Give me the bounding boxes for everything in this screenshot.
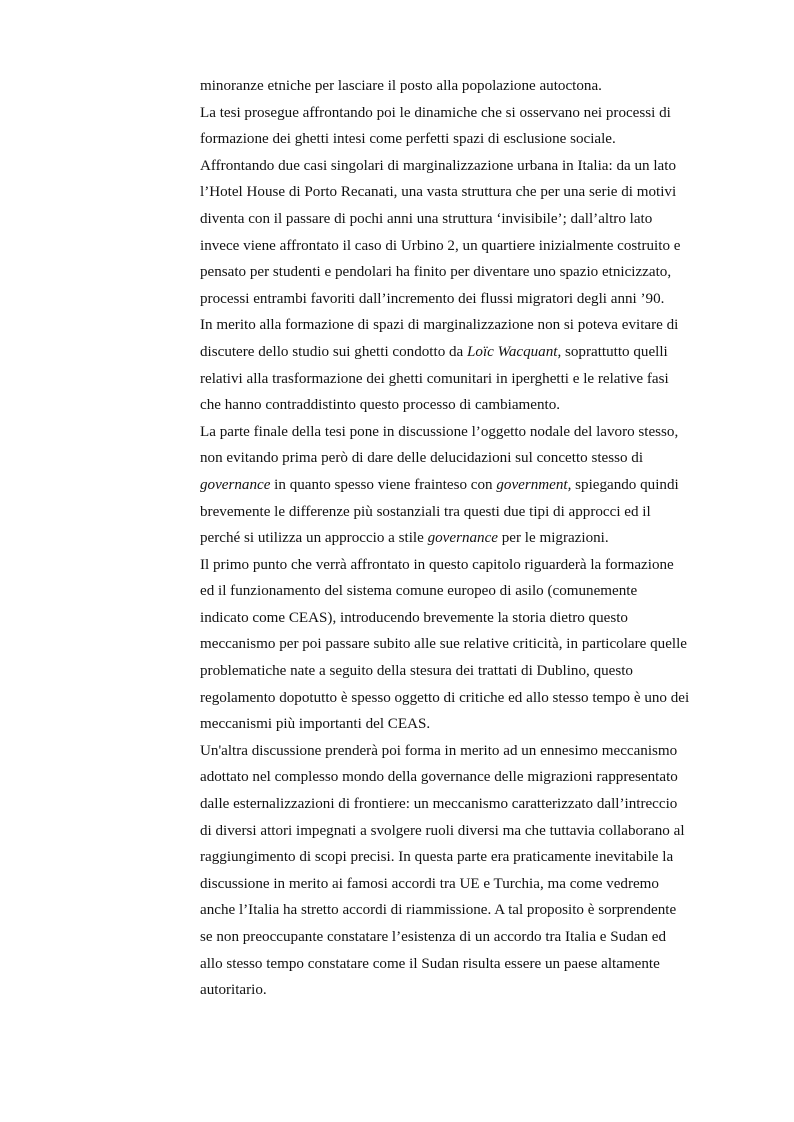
text-run: dalle esternalizzazioni di frontiere: un meccanismo caratterizzato dall’intreccio (200, 796, 678, 813)
text-line (200, 764, 730, 791)
text-line (200, 552, 730, 579)
text-line (200, 366, 730, 393)
text-line (200, 711, 730, 738)
text-line (200, 73, 730, 100)
text-run: allo stesso tempo constatare come il Sudan risulta essere un paese altamente (200, 955, 660, 972)
text-run: La parte finale della tesi pone in discussione l’oggetto nodale del lavoro stesso, (200, 423, 679, 440)
text-run: brevemente le differenze più sostanziali tra questi due tipi di approcci ed il (200, 503, 651, 520)
text-line (200, 525, 730, 552)
text-run: invece viene affrontato il caso di Urbino 2, un quartiere inizialmente costruito e (200, 237, 681, 254)
text-run: Il primo punto che verrà affrontato in questo capitolo riguarderà la formazione (200, 556, 674, 573)
text-line (200, 897, 730, 924)
text-run: diventa con il passare di pochi anni una struttura ‘invisibile’; dall’altro lato (200, 210, 653, 227)
text-line (200, 392, 730, 419)
text-run: anche l’Italia ha stretto accordi di riammissione. A tal proposito è sorprendente (200, 902, 677, 919)
text-run: se non preoccupante constatare l’esistenza di un accordo tra Italia e Sudan ed (200, 929, 667, 945)
text-run: adottato nel complesso mondo della governance delle migrazioni rappresentato (200, 769, 678, 786)
text-line (200, 100, 730, 127)
text-line (200, 951, 730, 978)
text-line (200, 658, 730, 685)
text-line (200, 818, 730, 845)
text-line (200, 445, 730, 472)
text-run: La tesi prosegue affrontando poi le dinamiche che si osservano nei processi di (200, 104, 671, 121)
text-line (200, 605, 730, 632)
text-line (200, 312, 730, 339)
text-run: meccanismo per poi passare subito alle sue relative criticità, in particolare quelle (200, 636, 687, 653)
text-line (200, 259, 730, 286)
text-run: discutere dello studio sui ghetti condotto da (200, 343, 468, 360)
text-line (200, 472, 730, 499)
italic-text-run: governance (200, 476, 271, 493)
text-line (200, 126, 730, 153)
text-line (200, 871, 730, 898)
text-run: l’Hotel House di Porto Recanati, una vasta struttura che per una serie di motivi (200, 184, 677, 201)
text-run: di diversi attori impegnati a svolgere ruoli diversi ma che tuttavia collaborano al (200, 822, 685, 839)
text-run: regolamento dopotutto è spesso oggetto di critiche ed allo stesso tempo è uno dei (200, 689, 690, 706)
text-line (200, 179, 730, 206)
text-line (200, 631, 730, 658)
text-run: minoranze etniche per lasciare il posto alla popolazione autoctona. (200, 78, 602, 94)
text-run: perché si utilizza un approccio a stile (200, 530, 428, 547)
text-line (200, 206, 730, 233)
text-run: formazione dei ghetti intesi come perfetti spazi di esclusione sociale. (200, 131, 616, 148)
text-run: Affrontando due casi singolari di marginalizzazione urbana in Italia: da un lato (200, 157, 676, 174)
text-line (200, 738, 730, 765)
text-line (200, 419, 730, 446)
text-run: autoritario. (200, 982, 267, 999)
text-run: ed il funzionamento del sistema comune europeo di asilo (comunemente (200, 583, 638, 600)
text-run: che hanno contraddistinto questo processo di cambiamento. (200, 397, 561, 414)
text-run: raggiungimento di scopi precisi. In questa parte era praticamente inevitabile la (200, 849, 674, 866)
text-line (200, 153, 730, 180)
text-line (200, 499, 730, 526)
text-line (200, 578, 730, 605)
text-line (200, 924, 730, 951)
text-line (200, 233, 730, 260)
text-run: relativi alla trasformazione dei ghetti comunitari in iperghetti e le relative fasi (200, 370, 669, 387)
text-line (200, 977, 730, 1004)
text-line (200, 685, 730, 712)
text-run: spiegando quindi (571, 476, 679, 493)
text-line (200, 339, 730, 366)
text-run: per le migrazioni. (497, 530, 609, 547)
text-run: in quanto spesso viene frainteso con (270, 476, 497, 493)
text-run: problematiche nate a seguito della stesura dei trattati di Dublino, questo (200, 663, 633, 680)
italic-text-run: governance (427, 530, 498, 547)
text-run: Un'altra discussione prenderà poi forma in merito ad un ennesimo meccanismo (200, 742, 678, 759)
text-run: non evitando prima però di dare delle delucidazioni sul concetto stesso di (200, 450, 644, 467)
text-run: pensato per studenti e pendolari ha finito per diventare uno spazio etnicizzato, (200, 264, 672, 281)
text-run: discussione in merito ai famosi accordi tra UE e Turchia, ma come vedremo (200, 875, 659, 892)
text-line (200, 844, 730, 871)
text-line (200, 286, 730, 313)
italic-text-run: Loïc Wacquant (467, 343, 558, 360)
text-run: processi entrambi favoriti dall’incremento dei flussi migratori degli anni ’90. (200, 290, 665, 307)
text-run: , soprattutto quelli (557, 343, 668, 360)
text-run: In merito alla formazione di spazi di marginalizzazione non si poteva evitare di (200, 317, 679, 334)
text-line (200, 791, 730, 818)
body-text (200, 73, 730, 1004)
text-run: meccanismi più importanti del CEAS. (200, 716, 431, 733)
italic-text-run: government, (496, 476, 572, 493)
text-run: indicato come CEAS), introducendo brevemente la storia dietro questo (200, 609, 628, 626)
